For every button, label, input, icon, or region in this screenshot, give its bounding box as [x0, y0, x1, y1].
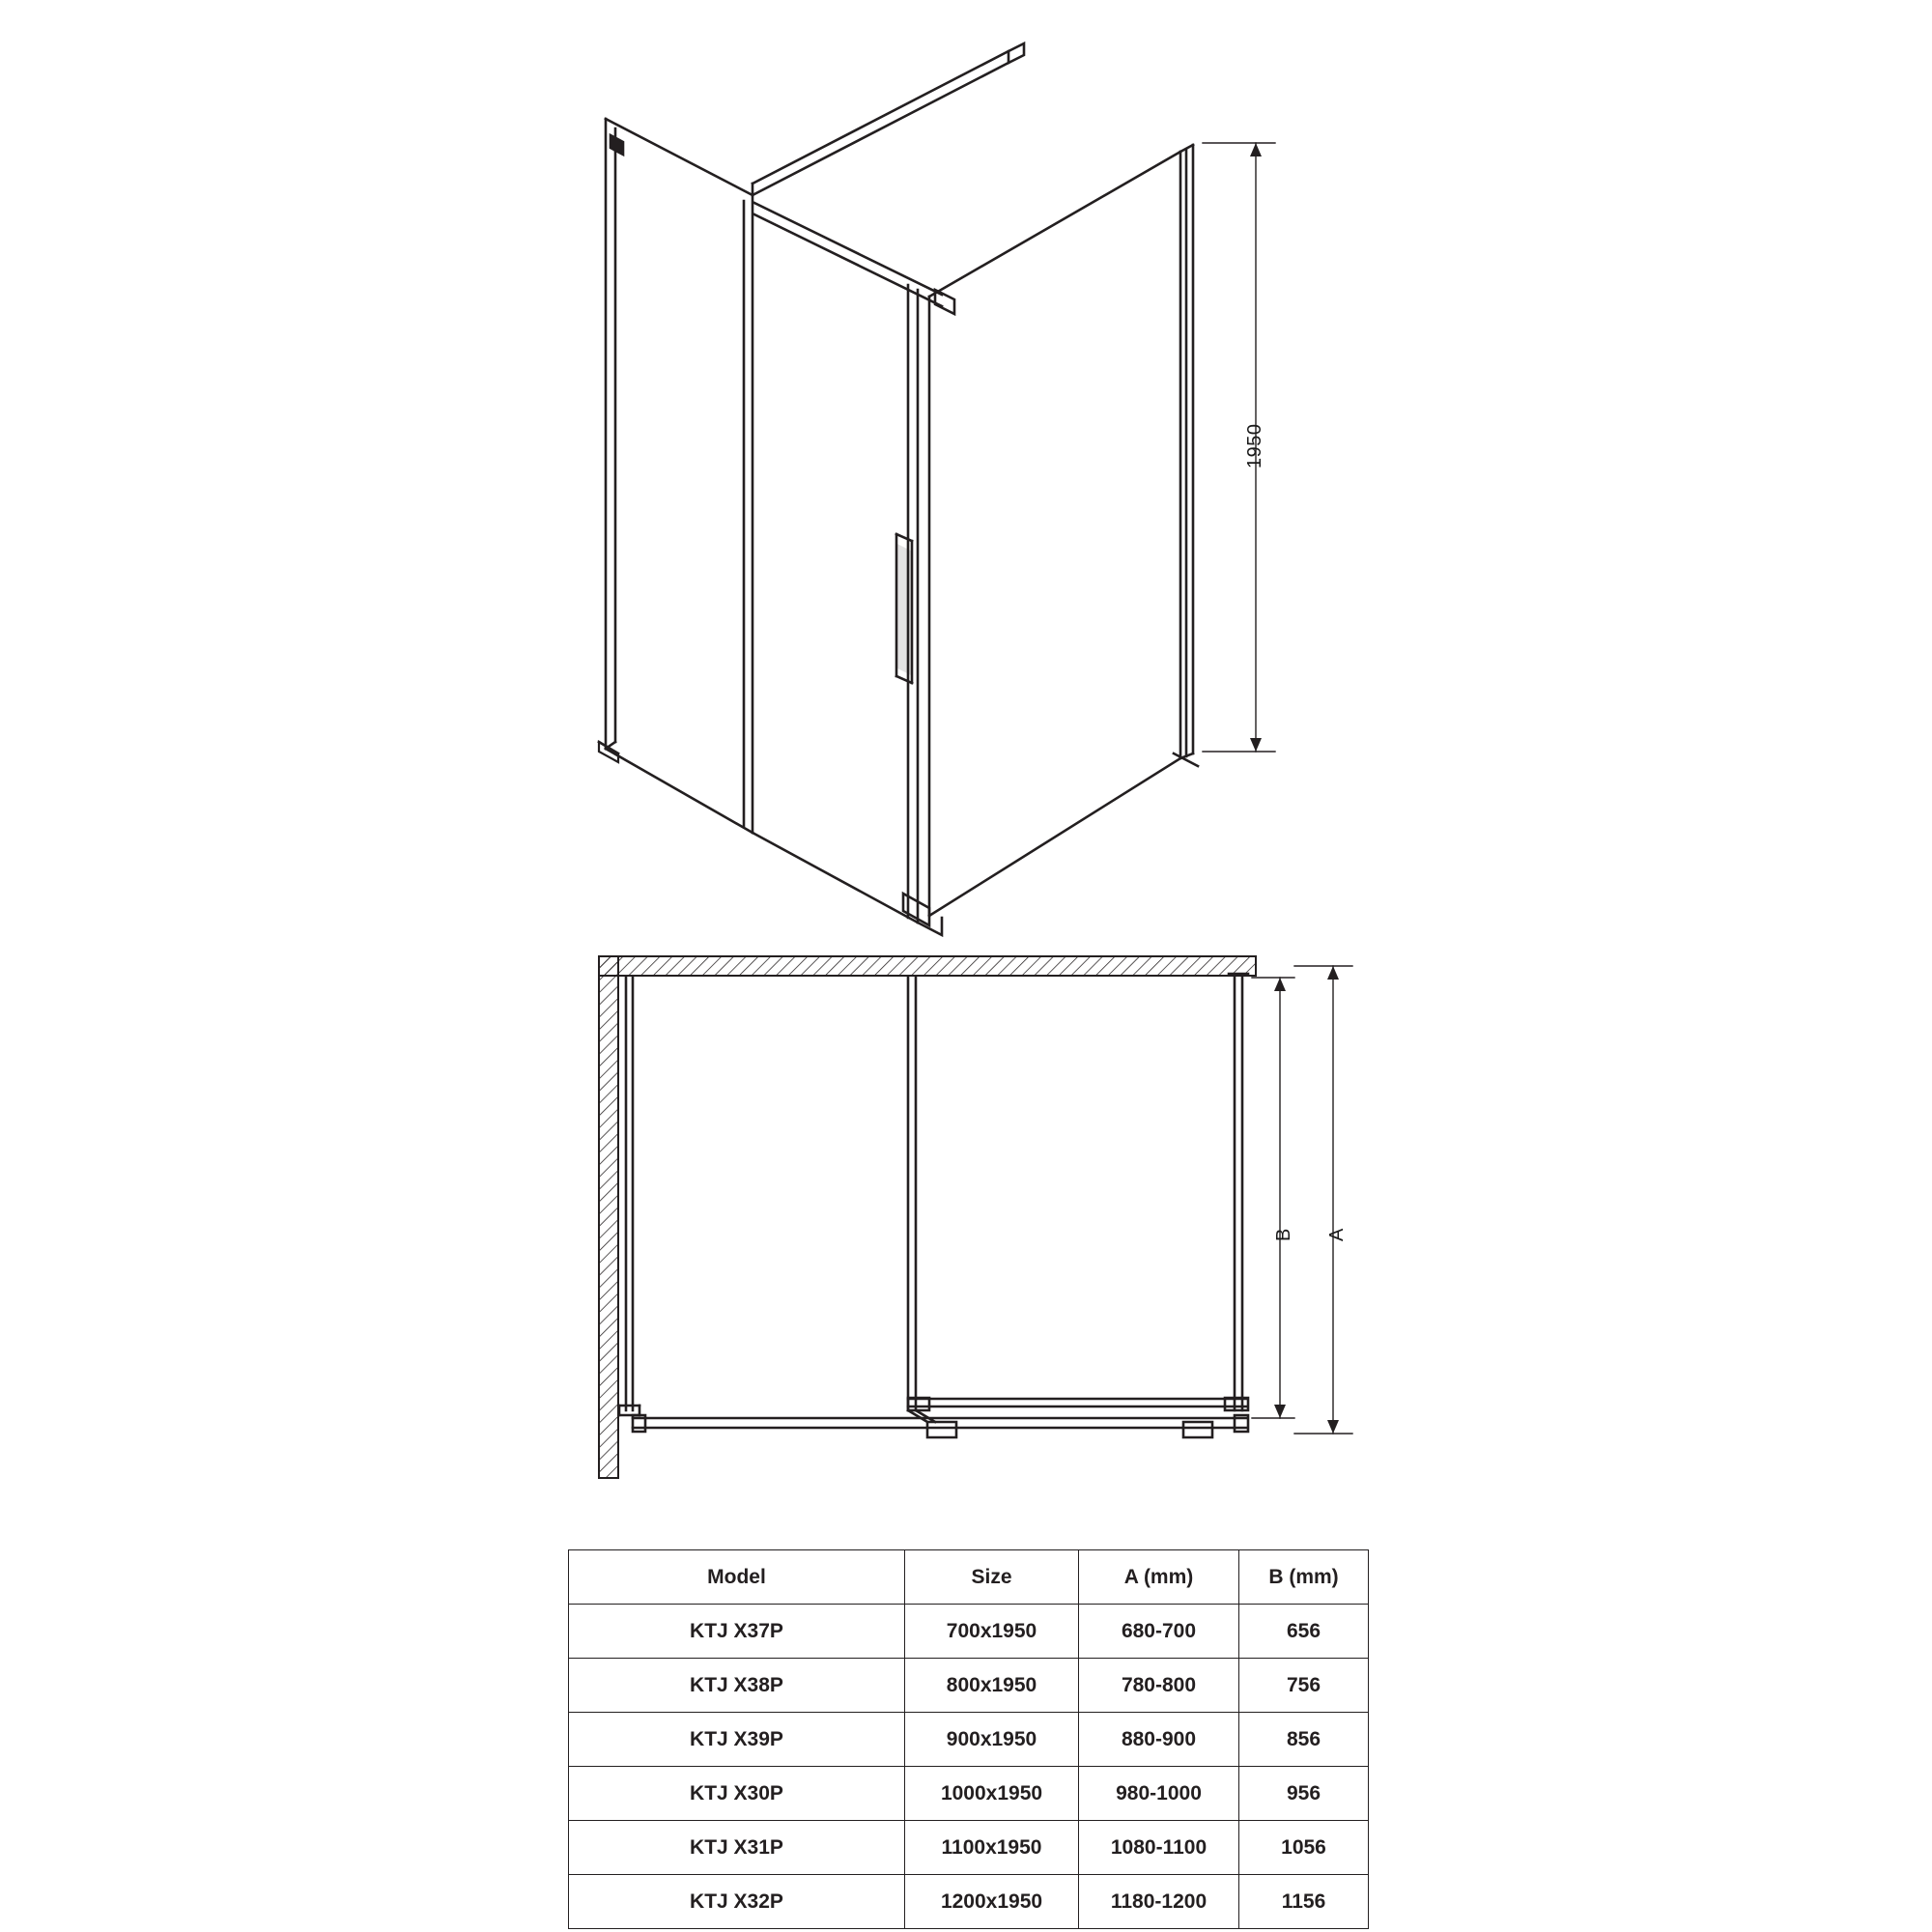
cell-size: 1000x1950: [905, 1767, 1079, 1821]
cell-size: 1200x1950: [905, 1875, 1079, 1929]
table-row: [569, 1713, 1369, 1767]
table-row: [569, 1767, 1369, 1821]
cell-a: 1180-1200: [1079, 1875, 1239, 1929]
cell-b: 956: [1239, 1767, 1369, 1821]
cell-b: 1156: [1239, 1875, 1369, 1929]
plan-view: [0, 927, 1932, 1507]
plan-dimension-a-label: A: [1326, 1228, 1348, 1241]
column-header-b: B (mm): [1239, 1550, 1369, 1605]
cell-size: 700x1950: [905, 1605, 1079, 1659]
table-row: [569, 1821, 1369, 1875]
column-header-model: Model: [569, 1550, 905, 1605]
cell-b: 756: [1239, 1659, 1369, 1713]
cell-model: KTJ X39P: [569, 1713, 905, 1767]
cell-a: 1080-1100: [1079, 1821, 1239, 1875]
cell-b: 1056: [1239, 1821, 1369, 1875]
table-row: [569, 1605, 1369, 1659]
cell-model: KTJ X37P: [569, 1605, 905, 1659]
cell-a: 980-1000: [1079, 1767, 1239, 1821]
cell-model: KTJ X38P: [569, 1659, 905, 1713]
cell-a: 780-800: [1079, 1659, 1239, 1713]
cell-model: KTJ X32P: [569, 1875, 905, 1929]
column-header-size: Size: [905, 1550, 1079, 1605]
cell-b: 656: [1239, 1605, 1369, 1659]
table-row: [569, 1659, 1369, 1713]
cell-size: 900x1950: [905, 1713, 1079, 1767]
column-header-a: A (mm): [1079, 1550, 1239, 1605]
spec-table: [568, 1549, 1369, 1929]
height-dimension-label: 1950: [1244, 423, 1265, 469]
plan-dimension-b-label: B: [1273, 1228, 1294, 1241]
cell-model: KTJ X31P: [569, 1821, 905, 1875]
cell-model: KTJ X30P: [569, 1767, 905, 1821]
cell-a: 880-900: [1079, 1713, 1239, 1767]
cell-a: 680-700: [1079, 1605, 1239, 1659]
table-header-row: [569, 1550, 1369, 1605]
cell-b: 856: [1239, 1713, 1369, 1767]
cell-size: 1100x1950: [905, 1821, 1079, 1875]
cell-size: 800x1950: [905, 1659, 1079, 1713]
table-row: [569, 1875, 1369, 1929]
